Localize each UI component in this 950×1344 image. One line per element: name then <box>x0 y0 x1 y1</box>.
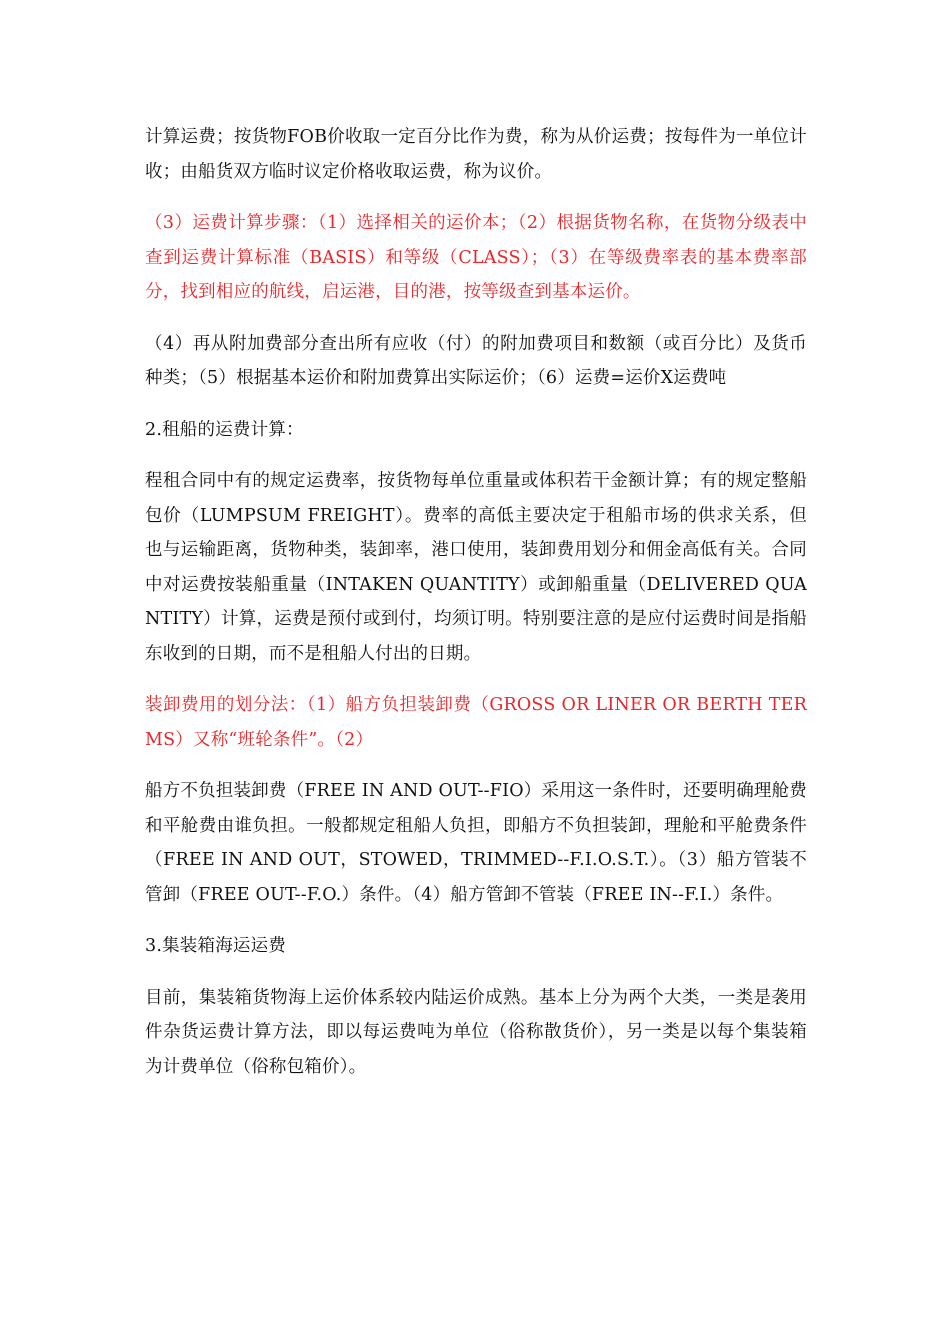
section-heading-charter-freight: 2.租船的运费计算： <box>145 419 304 440</box>
section-heading-container-freight: 3.集装箱海运运费 <box>145 936 286 956</box>
paragraph-surcharges: （4）再从附加费部分查出所有应收（付）的附加费项目和数额（或百分比）及货币种类；（5）根据基本运价和附加费算出实际运价；（6）运费=运价X运费吨 <box>145 333 807 388</box>
paragraph-voyage-charter: 程租合同中有的规定运费率，按货物每单位重量或体积若干金额计算；有的规定整船包价（LUMPSUM FREIGHT）。费率的高低主要决定于租船市场的供求关系，但也与运输距离，货物种类，装卸率，港口使用，装卸费用划分和佣金高低有关。合同中对运费按装船重量（INTAKEN QUANTITY）或卸船重量（DELIVERED QUANTITY）计算，运费是预付或到付，均须订明。特别要注意的是应付运费时间是指船东收到的日期，而不是租船人付出的日期。 <box>145 471 807 664</box>
paragraph-fio-terms: 船方不负担装卸费（FREE IN AND OUT--FIO）采用这一条件时，还要明确理舱费和平舱费由谁负担。一般都规定租船人负担，即船方不负担装卸，理舱和平舱费条件（FREE IN AND OUT，STOWED，TRIMMED--F.I.O.S.T.）。（3）船方管装不管卸（FREE OUT--F.O.）条件。（4）船方管卸不管装（FREE IN--F.I.）条件。 <box>145 781 808 905</box>
paragraph-freight-methods: 计算运费；按货物FOB价收取一定百分比作为费，称为从价运费；按每件为一单位计收；由船货双方临时议定价格收取运费，称为议价。 <box>145 127 807 182</box>
paragraph-container-pricing: 目前，集装箱货物海上运价体系较内陆运价成熟。基本上分为两个大类，一类是袭用件杂货运费计算方法，即以每运费吨为单位（俗称散货价），另一类是以每个集装箱为计费单位（俗称包箱价）。 <box>145 987 807 1077</box>
document-body <box>145 120 807 1101</box>
paragraph-loading-terms: 装卸费用的划分法：（1）船方负担装卸费（GROSS OR LINER OR BERTH TERMS）又称“班轮条件”。（2） <box>145 695 807 750</box>
paragraph-freight-steps: （3）运费计算步骤：（1）选择相关的运价本；（2）根据货物名称，在货物分级表中查到运费计算标准（BASIS）和等级（CLASS）；（3）在等级费率表的基本费率部分，找到相应的航线，启运港，目的港，按等级查到基本运价。 <box>145 213 807 302</box>
